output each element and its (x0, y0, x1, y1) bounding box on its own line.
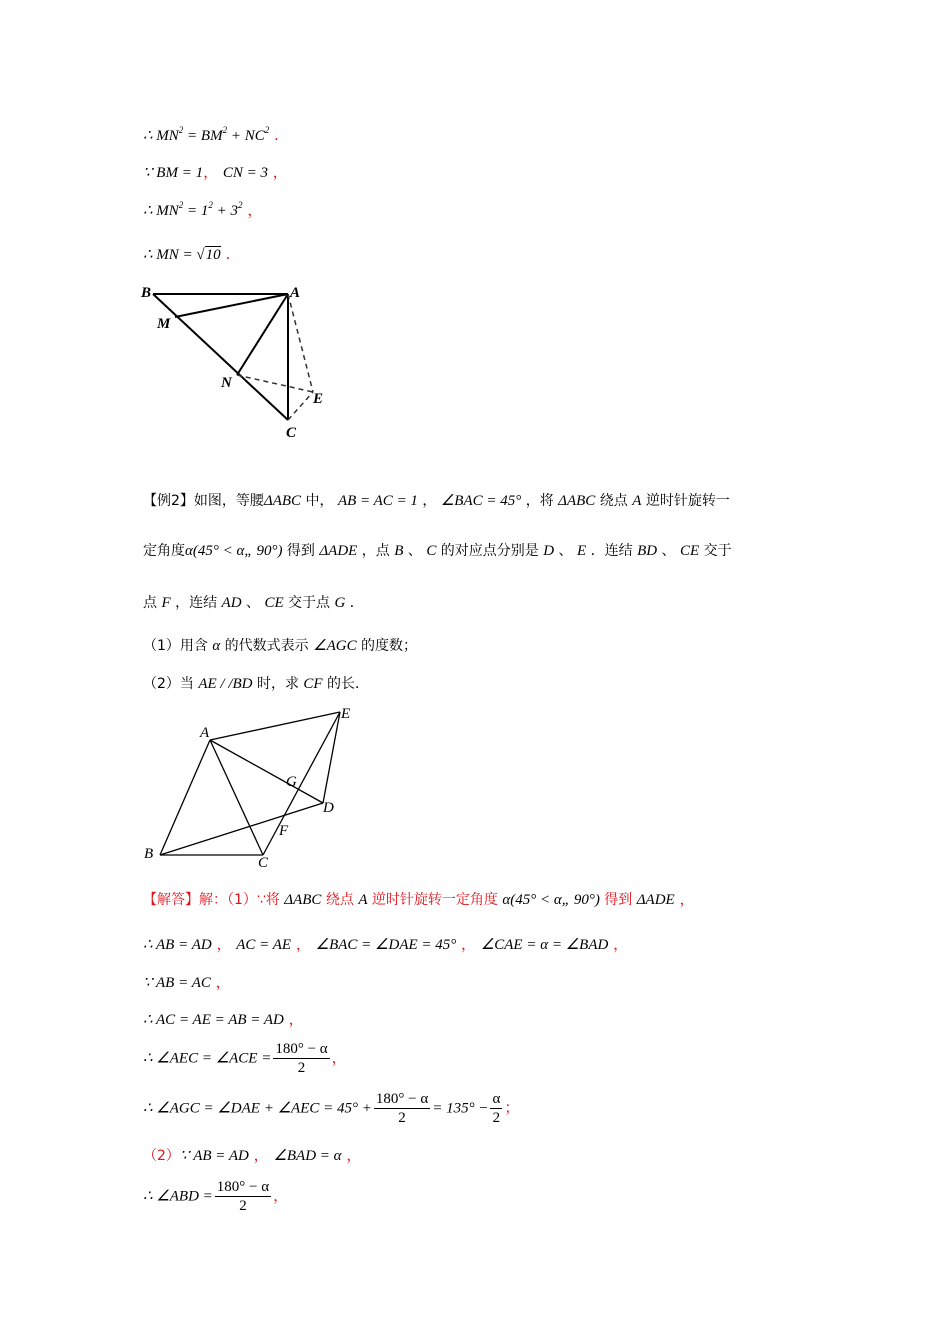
question-1: （1）用含 α 的代数式表示 ∠AGC 的度数； (143, 638, 418, 654)
line-mn-squared-values: ∴ $MN^2 = 1^2 + 3^2$ ， (143, 200, 263, 219)
question-2: （2）当 AE / /BD 时，求 CF 的长． (143, 676, 370, 692)
fig2-label-g: G (286, 774, 297, 790)
solution-line5 (143, 1040, 347, 1077)
fraction (273, 1040, 329, 1077)
fig2-label-d: D (323, 800, 334, 816)
s6-end: ； (504, 1098, 520, 1117)
fraction (490, 1090, 502, 1127)
fraction-numerator: 180° − α (275, 1041, 328, 1057)
fig1-label-c: C (286, 425, 297, 441)
fig1-label-m: M (157, 316, 171, 332)
solution-line7: （2）∵ AB = AD ， ∠BAD = α ， (143, 1146, 362, 1164)
fraction (215, 1178, 271, 1215)
s8-end: ， (273, 1186, 289, 1205)
fig1-label-b: B (141, 285, 152, 301)
fig2-label-c: C (258, 855, 269, 871)
example2-line1: 【例2】如图，等腰ΔABC 中， AB = AC = 1 ， ∠BAC = 45° ，将 ΔABC 绕点 A 逆时针旋转一 (143, 493, 730, 509)
solution-line2: ∴ AB = AD ， AC = AE ， ∠BAC = ∠DAE = 45° ， ∠CAE = α = ∠BAD ， (143, 935, 629, 953)
fraction (374, 1090, 430, 1127)
line-mn-squared: ∴ $MN^2 = BM^2 + NC^2$ . (143, 125, 279, 144)
fraction-denominator: 2 (239, 1198, 247, 1214)
solution-line6 (143, 1090, 519, 1127)
fig2-label-f: F (279, 823, 289, 839)
fig2-label-a: A (200, 725, 210, 741)
fraction-numerator: α (492, 1091, 501, 1107)
figure-2 (140, 700, 370, 875)
fraction-denominator: 2 (297, 1060, 306, 1076)
s5-lhs: ∴ ∠AEC = ∠ACE = (143, 1050, 272, 1067)
s6-mid: = 135° − (432, 1100, 489, 1117)
s8-lhs: ∴ ∠ABD = (143, 1188, 213, 1205)
line-mn-result: ∴ MN = √10 . (143, 245, 231, 263)
solution-line8 (143, 1178, 288, 1215)
example2-line3: 点 F ，连结 AD 、 CE 交于点 G ． (143, 595, 364, 611)
fig2-label-e: E (341, 706, 351, 722)
fraction-denominator: 2 (398, 1110, 406, 1126)
fig1-label-a: A (290, 285, 301, 301)
fraction-numerator: 180° − α (216, 1179, 270, 1195)
figure-1 (135, 280, 335, 445)
line-bm-cn: ∵ BM = 1， CN = 3 ， (143, 163, 288, 181)
fraction-denominator: 2 (492, 1110, 501, 1126)
s5-end: ， (331, 1048, 347, 1067)
s7-tag: （2） (143, 1148, 180, 1164)
example2-line2: 定角度α(45° < α„ 90°) 得到 ΔADE ，点 B 、 C 的对应点分别是 D 、 E ．连结 BD 、 CE 交于 (143, 543, 732, 559)
fig1-label-e: E (313, 391, 324, 407)
fraction-numerator: 180° − α (375, 1091, 429, 1107)
fig2-label-b: B (144, 846, 154, 862)
solution-line1: 【解答】解：（1）∵将 ΔABC 绕点 A 逆时针旋转一定角度 α(45° < α„ 90°) 得到 ΔADE ， (143, 890, 695, 908)
example2-tag: 【例2】 (143, 493, 194, 509)
s6-lhs: ∴ ∠AGC = ∠DAE + ∠AEC = 45° + (143, 1100, 372, 1117)
solution-line4: ∴ AC = AE = AB = AD ， (143, 1010, 304, 1028)
fig1-label-n: N (221, 375, 232, 391)
solution-line3: ∵ AB = AC ， (143, 973, 231, 991)
solution-tag: 【解答】 (143, 892, 199, 908)
